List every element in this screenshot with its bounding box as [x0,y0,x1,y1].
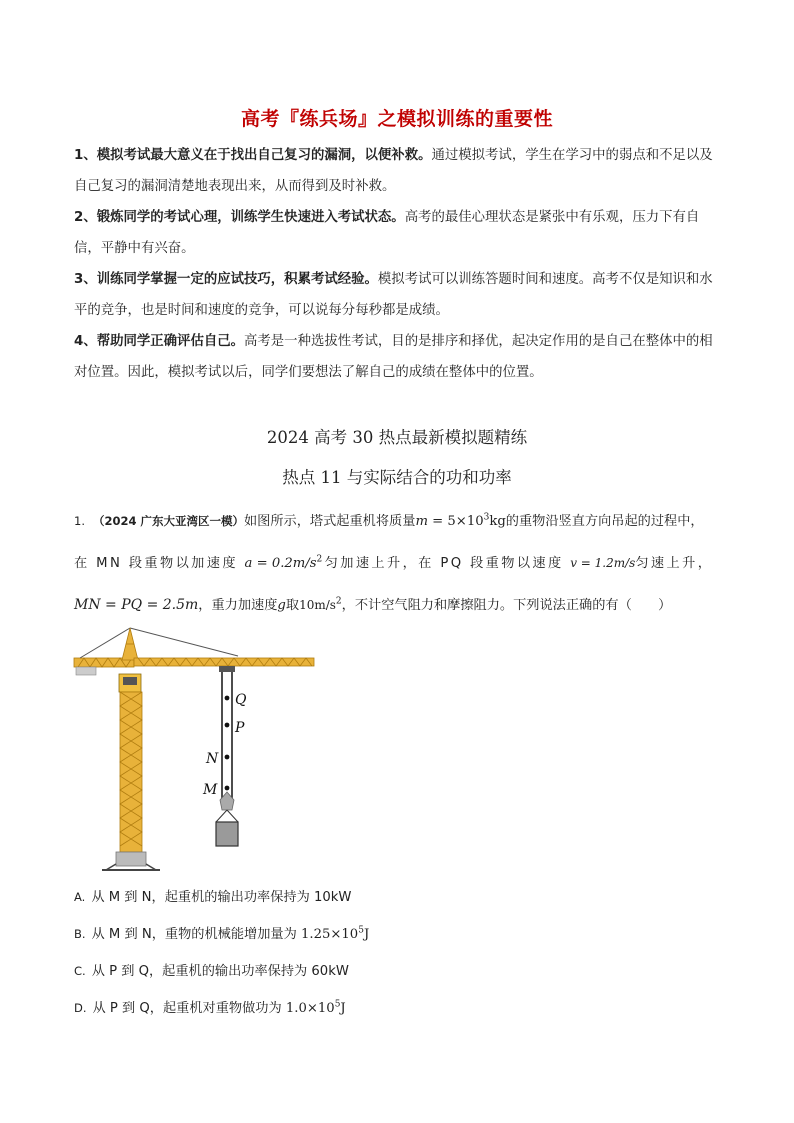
option-C[interactable] [74,960,349,979]
section-subtitle: 热点 11 与实际结合的功和功率 [282,468,512,487]
mass-unit: kg [489,514,506,529]
option-text: 从 M 到 N，起重机的输出功率保持为 10kW [91,890,352,905]
acceleration-exponent: 2 [316,554,325,565]
point-P-marker [225,723,230,728]
velocity-value: v = 1.2m/s [570,556,636,570]
intro-list [74,140,726,388]
point-M-marker [225,786,230,791]
question-line-2 [74,552,713,571]
intro-num: 1、 [74,148,97,163]
question-number: 1. [74,514,85,528]
intro-item [74,202,726,264]
intro-bold: 锻炼同学的考试心理，训练学生快速进入考试状态。 [96,210,405,225]
option-text: 从 M 到 N，重物的机械能增加量为 [91,927,301,942]
option-exponent: 5 [334,999,341,1010]
question-text: 的重物沿竖直方向吊起的过程中， [505,514,704,529]
option-B[interactable] [74,923,369,942]
section-title: 2024 高考 30 热点最新模拟题精练 [266,428,528,447]
sling-right [227,810,238,822]
option-text: 从 P 到 Q，起重机对重物做功为 [92,1001,286,1016]
question-text: 如图所示，塔式起重机将质量 [244,514,416,529]
intro-bold: 模拟考试最大意义在于找出自己复习的漏洞，以便补救。 [96,148,432,163]
intro-num: 4、 [74,334,97,349]
option-letter: C. [74,964,86,978]
intro-bold: 帮助同学正确评估自己。 [96,334,245,349]
mass-exponent: 3 [483,512,490,523]
intro-item [74,140,726,202]
option-value: 1.25×10 [301,927,359,942]
intro-text: 高考是一种选拔性考试，目的是排序和择优，起决定作用的是自己在整体中的相对位置。因此，模拟考试以后，同学们要想法了解自己的成绩在整体中的位置。 [74,334,713,380]
main-jib [134,658,314,666]
question-line-1 [74,510,704,529]
intro-item [74,264,726,326]
label-P: P [235,720,245,736]
option-A[interactable] [74,886,351,905]
question-text: 取 [285,598,300,613]
jib-tie-rope [130,628,238,656]
label-Q: Q [235,692,247,708]
counter-tie-rope [80,628,130,658]
intro-text: 通过模拟考试，学生在学习中的弱点和不足以及自己复习的漏洞清楚地表现出来，从而得到及时补救。 [74,148,713,194]
option-letter: B. [74,927,86,941]
intro-item [74,326,726,388]
segment-length: MN = PQ = 2.5m [74,597,199,613]
option-exponent: 5 [358,925,364,936]
option-text: 从 P 到 Q，起重机的输出功率保持为 60kW [91,964,349,979]
intro-text: 模拟考试可以训练答题时间和速度。高考不仅是知识和水平的竞争，也是时间和速度的竞争，可以说每分每秒都是成绩。 [74,272,713,318]
question-source: （2024 广东大亚湾区一模） [92,514,244,528]
counter-jib [74,658,134,675]
question-text: ，重力加速度 [198,598,278,613]
tower-crane-figure [72,624,322,874]
point-N-marker [225,755,230,760]
crane-base [102,852,160,870]
label-M: M [203,782,218,798]
trolley [219,666,235,672]
question-text: 匀速上升， [635,556,714,571]
option-value: 1.0×10 [285,1001,335,1016]
gravity-exponent: 2 [335,596,342,607]
option-unit: J [340,1001,346,1016]
label-N: N [206,751,219,767]
mass-value: = 5×10 [427,514,484,529]
mass-symbol: m [415,514,428,529]
acceleration-value: a = 0.2m/s [244,556,317,571]
sling-left [216,810,227,822]
gravity-symbol: g [277,598,286,613]
question-text: 匀加速上升，在 PQ 段重物以速度 [324,556,564,571]
intro-num: 3、 [74,272,97,287]
option-D[interactable] [74,997,346,1016]
tower-mast [120,692,142,852]
intro-bold: 训练同学掌握一定的应试技巧，积累考试经验。 [96,272,378,287]
point-Q-marker [225,696,230,701]
intro-num: 2、 [74,210,97,225]
load-box [216,822,238,846]
gravity-value: 10m/s [299,598,336,612]
question-text: 在 MN 段重物以加速度 [74,556,238,571]
intro-text: 高考的最佳心理状态是紧张中有乐观，压力下有自信，平静中有兴奋。 [74,210,700,256]
question-line-3 [74,594,671,613]
option-unit: J [363,927,370,942]
page-title: 高考『练兵场』之模拟训练的重要性 [240,108,553,130]
question-text: ，不计空气阻力和摩擦阻力。下列说法正确的有（ ） [341,598,672,613]
option-letter: D. [74,1001,87,1015]
option-letter: A. [74,890,86,904]
